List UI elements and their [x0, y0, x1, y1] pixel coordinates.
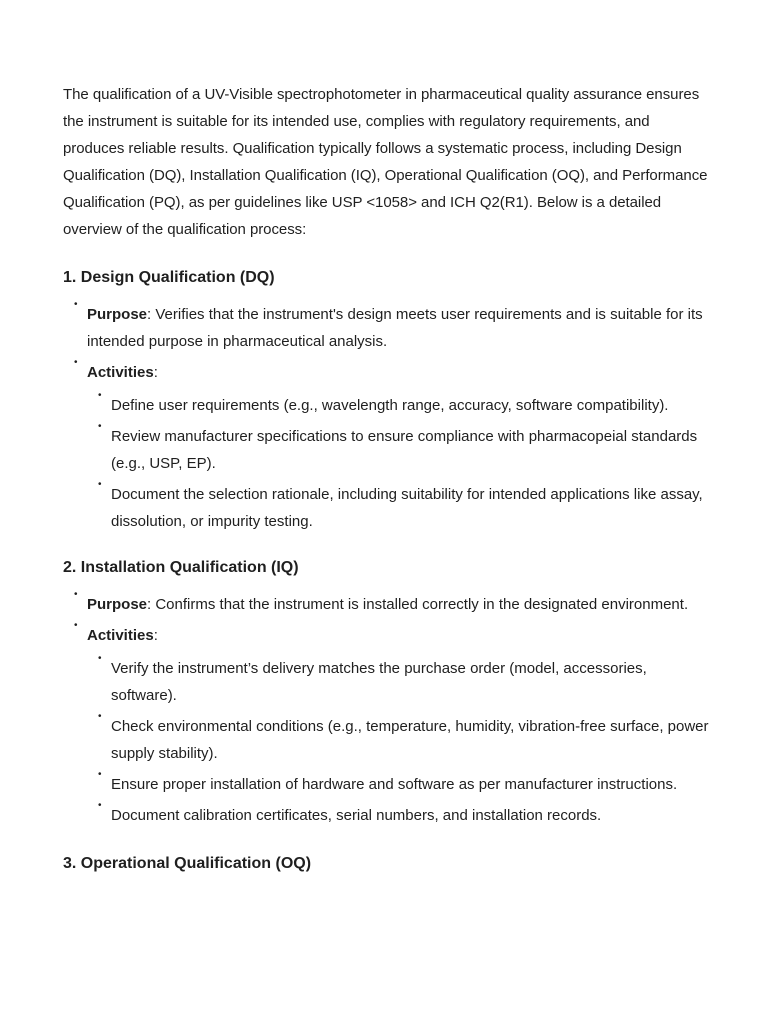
bullet-icon: •: [98, 769, 102, 780]
purpose-text: : Confirms that the instrument is installed correctly in the designated environment.: [147, 596, 689, 613]
bullet-icon: •: [74, 589, 78, 600]
bullet-icon: •: [98, 800, 102, 811]
bullet-icon: •: [98, 421, 102, 432]
bullet-icon: •: [74, 299, 78, 310]
activity-text: Ensure proper installation of hardware and software as per manufacturer instructions.: [111, 776, 678, 793]
activity-text: Review manufacturer specifications to ensure compliance with pharmacopeial standards (e.g., USP, EP).: [111, 428, 698, 472]
section-iq-list: [63, 591, 713, 829]
list-item-purpose: [74, 589, 713, 618]
purpose-label: Purpose: [87, 596, 148, 613]
list-item-purpose: [74, 299, 713, 355]
activity-item: [98, 711, 713, 767]
bullet-icon: •: [74, 357, 78, 368]
bullet-icon: •: [98, 653, 102, 664]
activity-text: Document calibration certificates, serial numbers, and installation records.: [111, 807, 602, 824]
intro-paragraph: The qualification of a UV-Visible spectrophotometer in pharmaceutical quality assurance ensures the instrument is suitable for its intended use, complies with regulatory requirements, and produces reliable results. Qualification typically follows a systematic process, including Design Qualification (DQ), Installation Qualification (IQ), Operational Qualification (OQ), and Performance Qualification (PQ), as per guidelines like USP <1058> and ICH Q2(R1). Below is a detailed overview of the qualification process:: [63, 86, 708, 238]
activity-item: [98, 390, 713, 419]
section-heading-oq: 3. Operational Qualification (OQ): [63, 855, 312, 872]
activity-item: [98, 653, 713, 709]
purpose-text: : Verifies that the instrument's design meets user requirements and is suitable for its intended purpose in pharmaceutical analysis.: [87, 306, 703, 350]
bullet-icon: •: [98, 479, 102, 490]
section-dq-list: [63, 301, 713, 535]
activities-list: [87, 655, 713, 829]
section-heading-iq: 2. Installation Qualification (IQ): [63, 559, 299, 576]
activities-label: Activities: [87, 364, 154, 381]
activity-item: [98, 800, 713, 829]
activity-text: Verify the instrument’s delivery matches the purchase order (model, accessories, software).: [111, 660, 647, 704]
activities-label: Activities: [87, 627, 154, 644]
activity-text: Check environmental conditions (e.g., temperature, humidity, vibration-free surface, power supply stability).: [111, 718, 709, 762]
list-item-activities: [74, 357, 713, 535]
activities-suffix: :: [153, 364, 158, 381]
activity-item: [98, 479, 713, 535]
activities-suffix: :: [153, 627, 158, 644]
activity-text: Define user requirements (e.g., wavelength range, accuracy, software compatibility).: [111, 397, 669, 414]
purpose-label: Purpose: [87, 306, 148, 323]
activities-list: [87, 392, 713, 535]
bullet-icon: •: [98, 390, 102, 401]
activity-item: [98, 769, 713, 798]
activity-item: [98, 421, 713, 477]
section-heading-dq: 1. Design Qualification (DQ): [63, 269, 275, 286]
document-body: [63, 81, 713, 875]
activity-text: Document the selection rationale, including suitability for intended applications like assay, dissolution, or impurity testing.: [111, 486, 703, 530]
list-item-activities: [74, 620, 713, 829]
bullet-icon: •: [74, 620, 78, 631]
bullet-icon: •: [98, 711, 102, 722]
